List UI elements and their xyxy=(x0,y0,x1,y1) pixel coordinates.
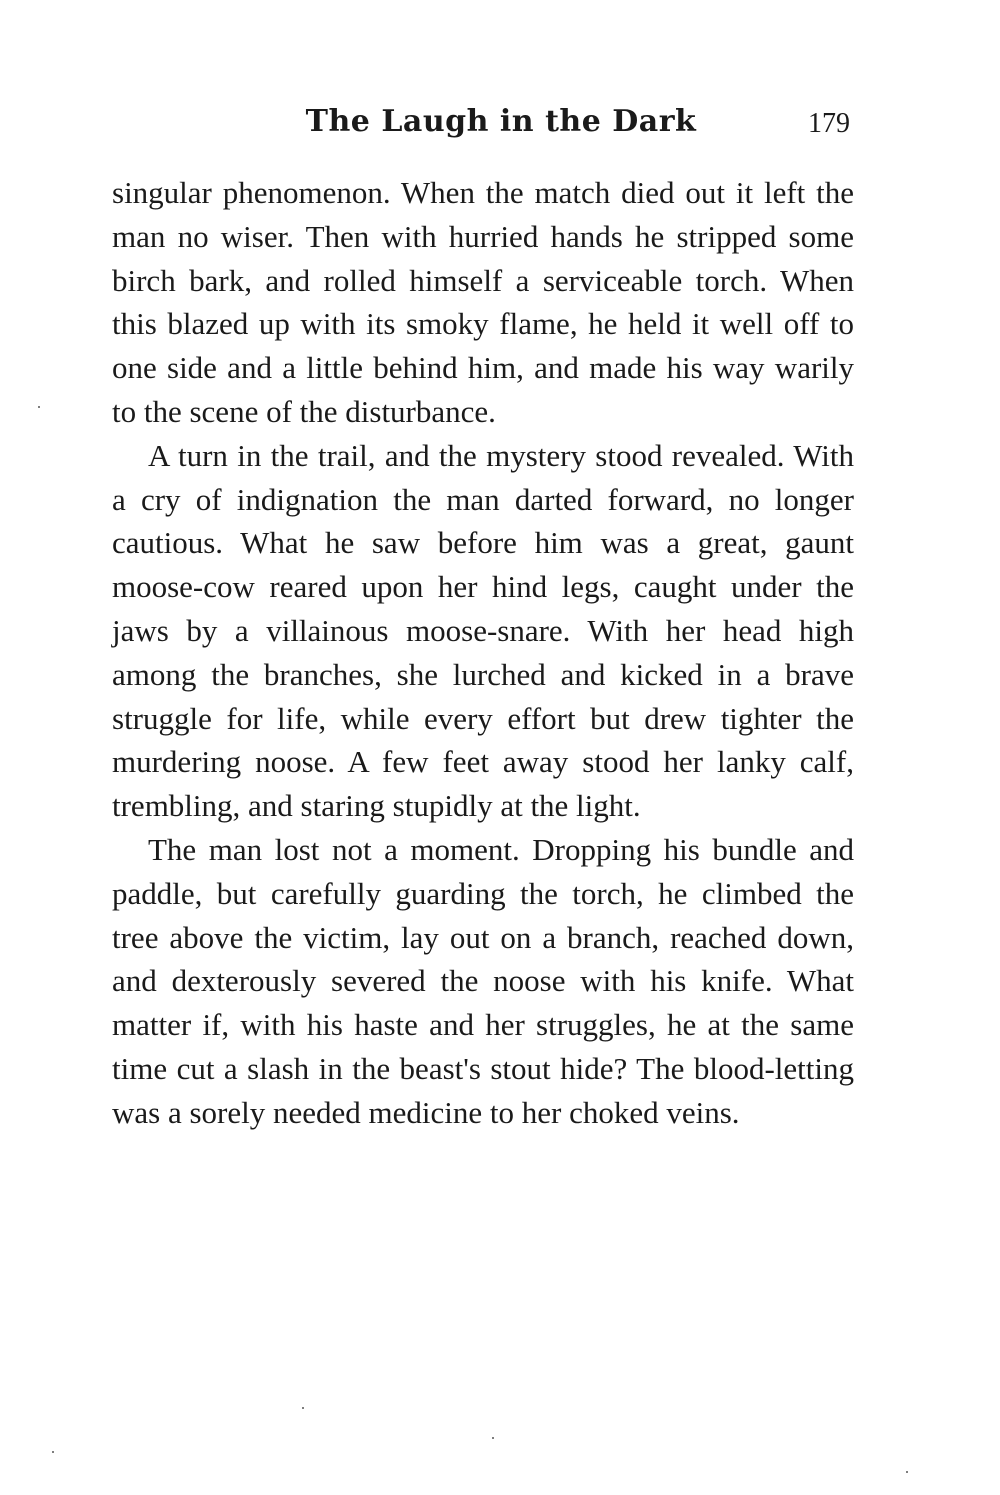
chapter-title: The Laugh in the Dark xyxy=(305,104,697,139)
print-speck xyxy=(302,1407,304,1409)
paragraph-1: singular phenomenon. When the match died out it left the man no wiser. Then with hurried hands he stripped some birch bark, and rolled himself a serviceable torch. When this blazed up with its smoky flame, he held it well off to one side and a little behind him, and made his way warily to the scene of the disturbance. xyxy=(112,175,854,429)
print-speck xyxy=(38,406,40,408)
print-speck xyxy=(492,1437,494,1439)
running-head xyxy=(112,104,854,154)
paragraph-3: The man lost not a moment. Dropping his bundle and paddle, but carefully guarding the torch, he climbed the tree above the victim, lay out on a branch, reached down, and dexterously severed the noose with his knife. What matter if, with his haste and her struggles, he at the same time cut a slash in the beast's stout hide? The blood-letting was a sorely needed medicine to her choked veins. xyxy=(112,831,854,1130)
print-speck xyxy=(906,1471,908,1473)
paragraph-2: A turn in the trail, and the mystery stood revealed. With a cry of indignation the man darted forward, no longer cautious. What he saw before him was a great, gaunt moose-cow reared upon her hind legs, caught under the jaws by a villainous moose-snare. With her head high among the branches, she lurched and kicked in a brave struggle for life, while every effort but drew tighter the murdering noose. A few feet away stood her lanky calf, trembling, and staring stupidly at the light. xyxy=(112,437,854,824)
body-text xyxy=(112,171,854,1135)
page-number: 179 xyxy=(808,108,850,139)
print-speck xyxy=(52,1451,54,1453)
